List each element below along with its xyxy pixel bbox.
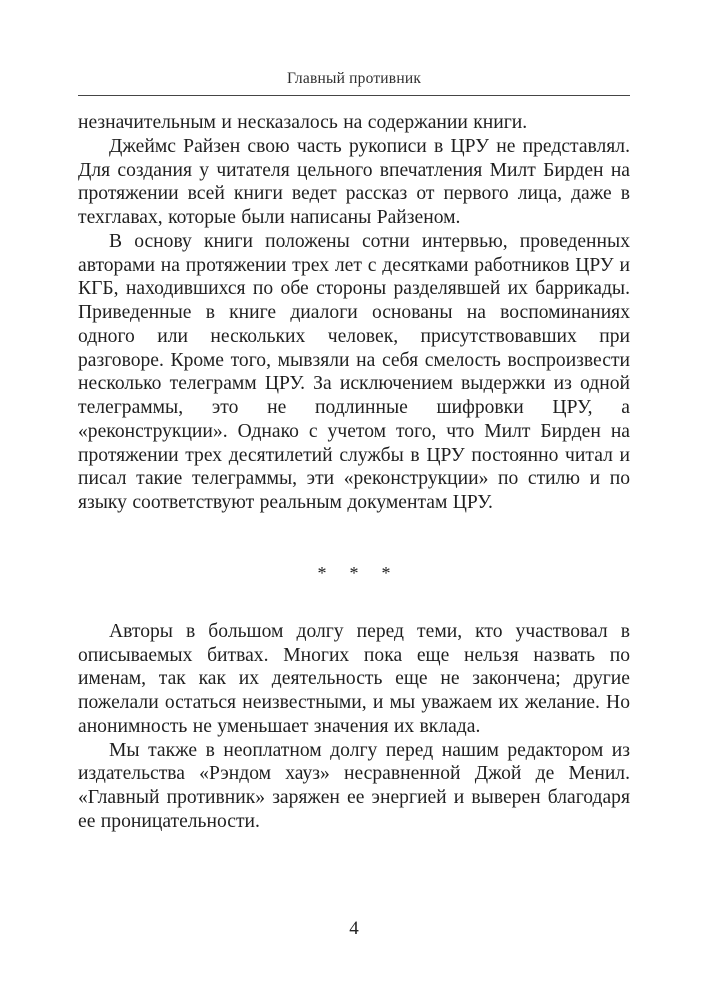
header-rule — [78, 95, 630, 96]
page-number: 4 — [349, 918, 359, 939]
paragraph-acknowledgement-participants: Авторы в большом долгу перед теми, кто участвовал в описываемых битвах. Многих пока еще нельзя назвать по именам, так как их деятельность еще не закончена; другие пожелали остаться неизвестными, и мы уважаем их желание. Но анонимность не уменьшает значения их вклада. — [78, 620, 630, 737]
text-block — [78, 111, 630, 834]
paragraph-acknowledgement-editor: Мы также в неоплатном долгу перед нашим редактором из издательства «Рэндом хауз» несравненной Джой де Менил. «Главный противник» заряжен ее энергией и выверен благодаря ее проницательности. — [78, 739, 630, 832]
paragraph-continuation: незначительным и несказалось на содержании книги. — [78, 112, 528, 133]
running-header-title: Главный противник — [286, 70, 422, 87]
running-header — [78, 70, 630, 88]
paragraph-interviews: В основу книги положены сотни интервью, проведенных авторами на протяжении трех лет с десятками работников ЦРУ и КГБ, находившихся по обе стороны разделявшей их баррикады. Приведенные в книге диалоги основаны на воспоминаниях одного или нескольких человек, присутствовавших при разговоре. Кроме того, мывзяли на себя смелость воспроизвести несколько телеграмм ЦРУ. За исключением выдержки из одной телеграммы, это не подлинные шифровки ЦРУ, а «реконструкции». Однако с учетом того, что Милт Бирден на протяжении трех десятилетий службы в ЦРУ постоянно читал и писал такие телеграммы, эти «реконструкции» по стилю и по языку соответствуют реальным документам ЦРУ. — [78, 230, 630, 513]
paragraph-james-risen: Джеймс Райзен свою часть рукописи в ЦРУ не представлял. Для создания у читателя цельного впечатления Милт Бирден на протяжении всей книги ведет рассказ от первого лица, даже в техглавах, которые были написаны Райзеном. — [78, 135, 630, 228]
section-divider: * * * — [317, 562, 400, 583]
